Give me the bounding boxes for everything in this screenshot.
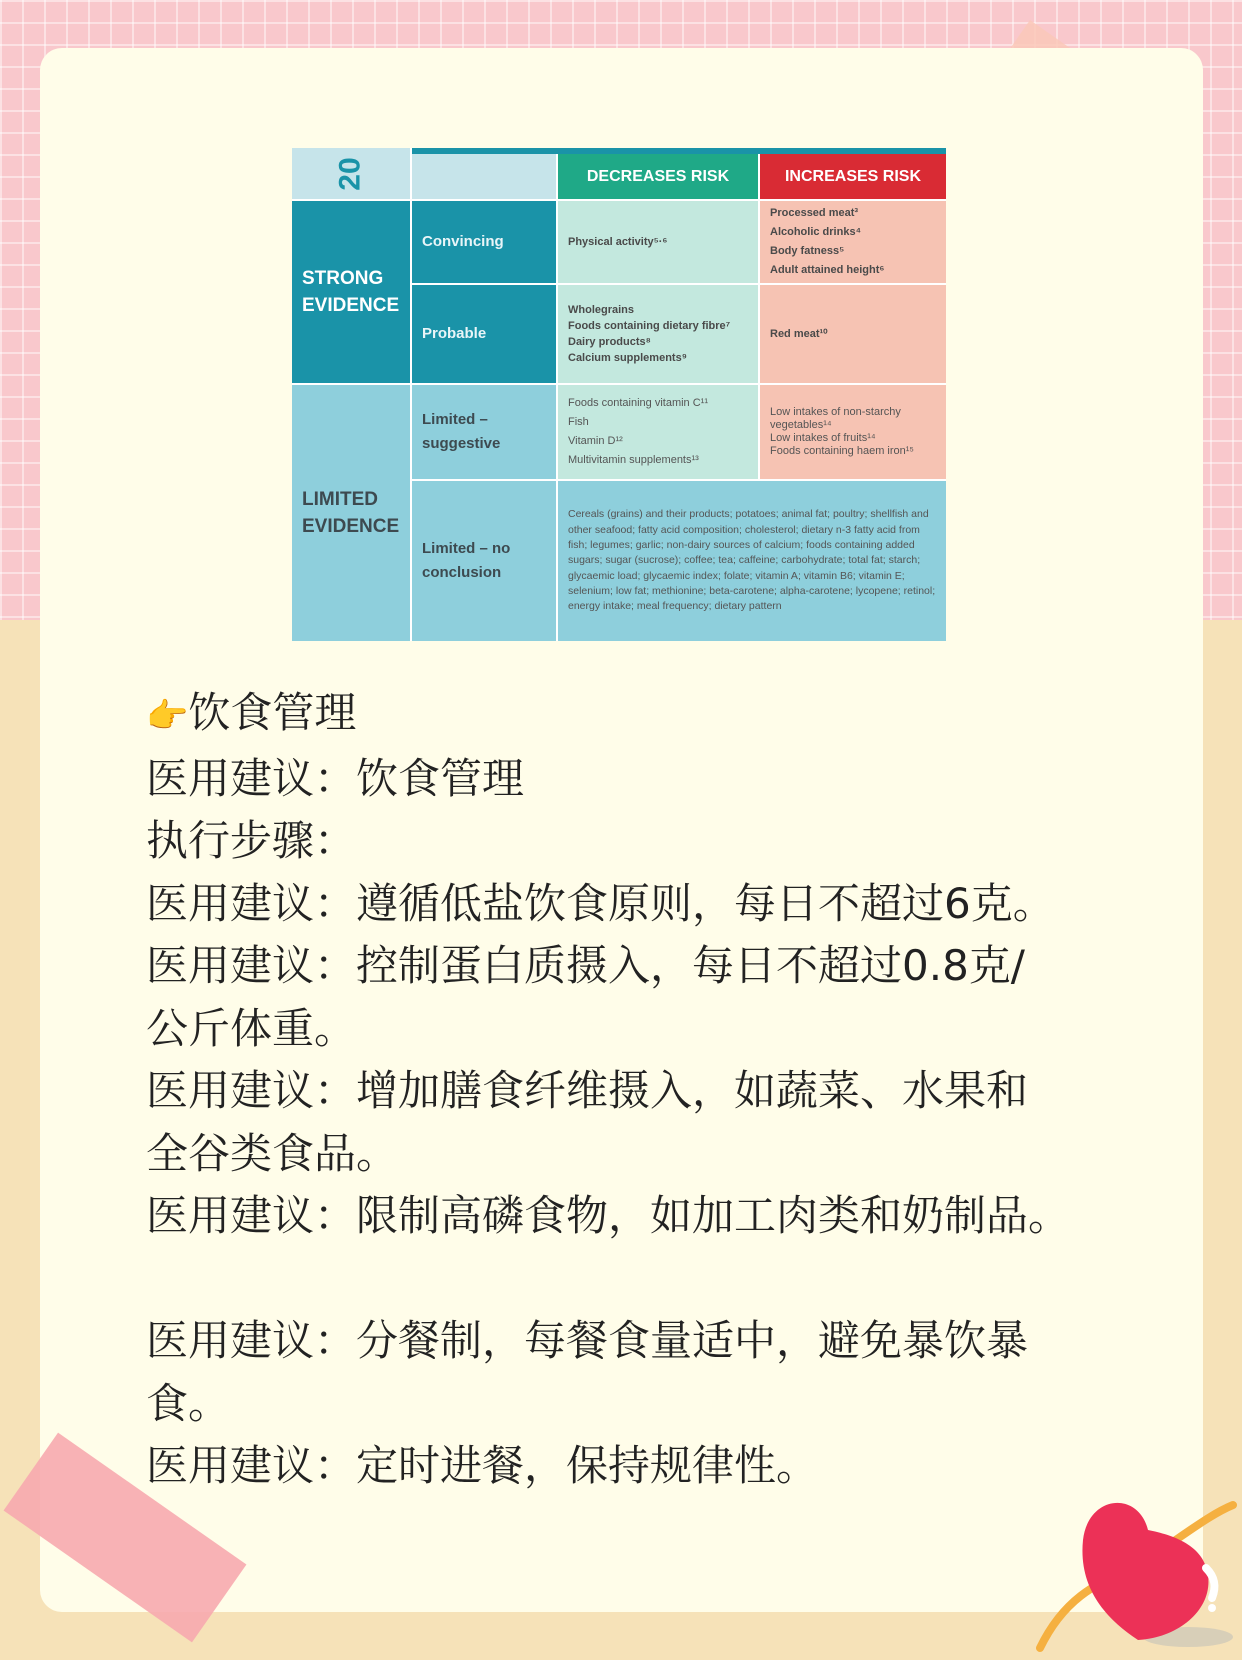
text-line: 医用建议：定时进餐，保持规律性。 bbox=[146, 1441, 819, 1490]
cell: Processed meat³ Alcoholic drinks⁴ Body fatness⁵ Adult attained height⁶ bbox=[760, 201, 946, 283]
row-label-probable: Probable bbox=[412, 285, 556, 383]
text-line: 公斤体重。 bbox=[146, 1003, 357, 1053]
evidence-table-image bbox=[292, 148, 946, 641]
cell: Low intakes of non-starchy vegetables¹⁴ Low intakes of fruits¹⁴ Foods containing haem iron¹⁵ bbox=[760, 385, 946, 479]
text-line bbox=[146, 1248, 1146, 1311]
cell: Physical activity⁵·⁶ bbox=[558, 201, 758, 283]
row-label-suggestive: Limited – suggestive bbox=[412, 385, 556, 479]
row-label-no-conclusion: Limited – no conclusion bbox=[412, 481, 556, 641]
heading-line: 👉饮食管理 bbox=[146, 688, 357, 737]
text-line: 食。 bbox=[146, 1378, 231, 1428]
cell: Wholegrains Foods containing dietary fibre⁷ Dairy products⁸ Calcium supplements⁹ bbox=[558, 285, 758, 383]
cell: Cereals (grains) and their products; potatoes; animal fat; poultry; shellfish and other seafood; fatty acid composition; cholesterol; dietary n-3 fatty acid from fish; legumes; garlic; non-dairy sources of calcium; foods containing added sugars; sugar (sucrose); coffee; tea; caffeine; carbohydrate; total fat; starch; glycaemic load; glycaemic index; folate; vitamin A; vitamin B6; vitamin E; selenium; low fat; methionine; beta-carotene; alpha-carotene; lycopene; retinol; energy intake; meal frequency; dietary pattern bbox=[558, 481, 946, 641]
heart-icon bbox=[1028, 1470, 1240, 1660]
text-line: 医用建议：控制蛋白质摄入，每日不超过0.8克/ bbox=[146, 941, 1025, 990]
group-strong: STRONG EVIDENCE bbox=[292, 201, 410, 383]
text-line: 医用建议：饮食管理 bbox=[146, 753, 525, 803]
pointing-hand-icon: 👉 bbox=[146, 696, 189, 736]
header-decreases: DECREASES RISK bbox=[558, 154, 758, 199]
group-limited: LIMITED EVIDENCE bbox=[292, 385, 410, 641]
header-blank bbox=[412, 154, 556, 199]
text-line: 医用建议：增加膳食纤维摄入，如蔬菜、水果和 bbox=[146, 1066, 1029, 1115]
text-line: 医用建议：遵循低盐饮食原则，每日不超过6克。 bbox=[146, 878, 1055, 928]
text-line: 医用建议：分餐制，每餐食量适中，避免暴饮暴 bbox=[146, 1316, 1029, 1365]
advice-text bbox=[146, 682, 1146, 1498]
text-line: 执行步骤： bbox=[146, 816, 357, 865]
table-corner: 20 bbox=[292, 148, 410, 199]
cell: Red meat¹⁰ bbox=[760, 285, 946, 383]
row-label-convincing: Convincing bbox=[412, 201, 556, 283]
cell: Foods containing vitamin C¹¹ Fish Vitamin D¹² Multivitamin supplements¹³ bbox=[558, 385, 758, 479]
text-line: 全谷类食品。 bbox=[146, 1128, 399, 1178]
header-increases: INCREASES RISK bbox=[760, 154, 946, 199]
text-line: 医用建议：限制高磷食物，如加工肉类和奶制品。 bbox=[146, 1191, 1071, 1240]
